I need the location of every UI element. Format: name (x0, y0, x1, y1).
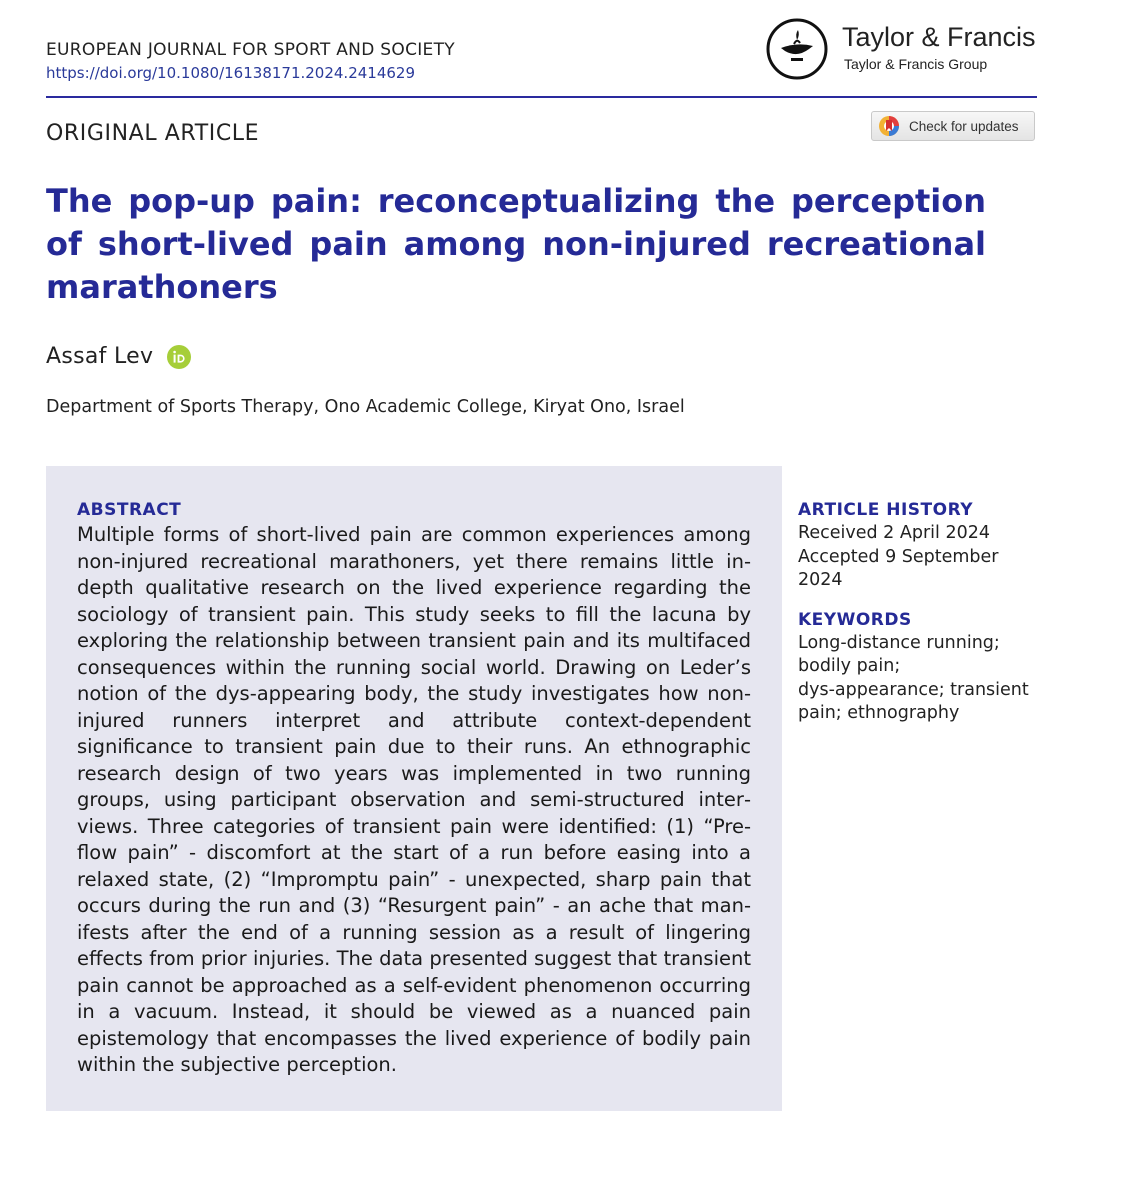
author-row (46, 344, 191, 369)
abstract-heading: ABSTRACT (77, 500, 182, 520)
publisher-name: Taylor & Francis (842, 22, 1036, 52)
author-affiliation: Department of Sports Therapy, Ono Academic College, Kiryat Ono, Israel (46, 397, 685, 417)
abstract-box (46, 466, 782, 1111)
author-name[interactable]: Assaf Lev (46, 344, 154, 369)
keyword-line: dys-appearance; transient (798, 679, 1029, 700)
article-title: The pop-up pain: reconceptualizing the perception of short-lived pain among non-injured recreational marathoners (46, 182, 986, 306)
orcid-icon[interactable] (167, 345, 191, 369)
accepted-date: Accepted 9 September (798, 546, 999, 567)
keywords (798, 608, 1038, 726)
keyword-line: bodily pain; (798, 656, 901, 676)
article-history (798, 498, 1038, 593)
publisher-branding (766, 18, 1046, 80)
abstract-text: Multiple forms of short-lived pain are common experiences among non-injured recreational marathoners, yet there remains little in-depth qualitative research on the lived experience regarding the sociology of transient pain. This study seeks to fill the lacuna by exploring the relationship between transient pain and its multifaced consequences within the running social world. Drawing on Leder’s notion of the dys-appearing body, the study investigates how non-injured runners interpret and attribute context-dependent significance to transient pain due to their runs. An ethnographic research design of two years was implemented in two running groups, using participant observation and semi-structured interviews. Three categories of transient pain were identified: (1) “Pre-flow pain” - discomfort at the start of a run before easing into a relaxed state, (2) “Impromptu pain” - unexpected, sharp pain that occurs during the run and (3) “Resurgent pain” - an ache that manifests after the end of a running session as a result of lingering effects from prior injuries. The data presented suggest that transient pain cannot be approached as a self-evident phenomenon occurring in a vacuum. Instead, it should be viewed as a nuanced pain epistemology that encompasses the lived experience of bodily pain within the subjective perception. (77, 523, 751, 1076)
keyword-line: pain; ethnography (798, 703, 960, 723)
check-updates-label: Check for updates (909, 118, 1019, 134)
journal-name: EUROPEAN JOURNAL FOR SPORT AND SOCIETY (46, 40, 455, 60)
publisher-logo-icon (766, 18, 828, 80)
header-divider (46, 96, 1037, 98)
accepted-date-year: 2024 (798, 570, 843, 590)
check-updates-icon (878, 115, 900, 137)
check-for-updates-button[interactable] (871, 111, 1035, 141)
keyword-line: Long-distance running; (798, 632, 1000, 653)
received-date: Received 2 April 2024 (798, 523, 990, 543)
article-sidebar (798, 498, 1038, 726)
article-type: ORIGINAL ARTICLE (46, 121, 260, 146)
keywords-heading: KEYWORDS (798, 609, 912, 630)
article-history-heading: ARTICLE HISTORY (798, 500, 974, 520)
publisher-group: Taylor & Francis Group (844, 56, 988, 72)
doi-link[interactable]: https://doi.org/10.1080/16138171.2024.2414629 (46, 64, 416, 82)
